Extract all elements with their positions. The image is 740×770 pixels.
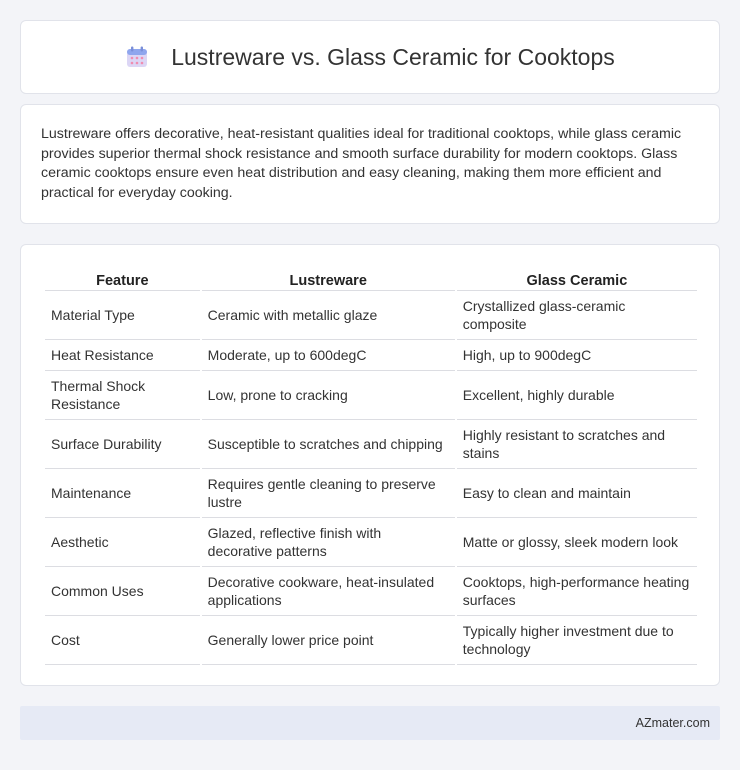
lustreware-cell: Moderate, up to 600degC bbox=[202, 340, 455, 371]
feature-cell: Aesthetic bbox=[45, 518, 200, 567]
feature-cell: Thermal Shock Resistance bbox=[45, 371, 200, 420]
calendar-icon bbox=[125, 45, 149, 69]
column-header-glass-ceramic: Glass Ceramic bbox=[457, 265, 697, 291]
column-header-feature: Feature bbox=[45, 265, 200, 291]
feature-cell: Heat Resistance bbox=[45, 340, 200, 371]
table-row bbox=[45, 291, 697, 340]
table-row bbox=[45, 371, 697, 420]
table-row bbox=[45, 340, 697, 371]
glass-ceramic-cell: Easy to clean and maintain bbox=[457, 469, 697, 518]
glass-ceramic-cell: Typically higher investment due to technology bbox=[457, 616, 697, 665]
glass-ceramic-cell: Matte or glossy, sleek modern look bbox=[457, 518, 697, 567]
lustreware-cell: Glazed, reflective finish with decorative patterns bbox=[202, 518, 455, 567]
table-card bbox=[20, 244, 720, 686]
lustreware-cell: Requires gentle cleaning to preserve lustre bbox=[202, 469, 455, 518]
table-row bbox=[45, 616, 697, 665]
lustreware-cell: Decorative cookware, heat-insulated applications bbox=[202, 567, 455, 616]
glass-ceramic-cell: Cooktops, high-performance heating surfaces bbox=[457, 567, 697, 616]
glass-ceramic-cell: Highly resistant to scratches and stains bbox=[457, 420, 697, 469]
intro-text: Lustreware offers decorative, heat-resistant qualities ideal for traditional cooktops, while glass ceramic provides superior thermal shock resistance and smooth surface durability for modern cooktops. Glass ceramic cooktops ensure even heat distribution and easy cleaning, making them more efficient and practical for everyday cooking. bbox=[41, 126, 682, 201]
title-card bbox=[20, 20, 720, 94]
table-row bbox=[45, 567, 697, 616]
footer-credit: AZmater.com bbox=[635, 716, 710, 730]
page-title: Lustreware vs. Glass Ceramic for Cooktops bbox=[171, 43, 615, 70]
table-row bbox=[45, 469, 697, 518]
table-row bbox=[45, 420, 697, 469]
lustreware-cell: Low, prone to cracking bbox=[202, 371, 455, 420]
lustreware-cell: Ceramic with metallic glaze bbox=[202, 291, 455, 340]
feature-cell: Material Type bbox=[45, 291, 200, 340]
comparison-table bbox=[43, 265, 699, 665]
feature-cell: Surface Durability bbox=[45, 420, 200, 469]
feature-cell: Common Uses bbox=[45, 567, 200, 616]
glass-ceramic-cell: High, up to 900degC bbox=[457, 340, 697, 371]
lustreware-cell: Generally lower price point bbox=[202, 616, 455, 665]
lustreware-cell: Susceptible to scratches and chipping bbox=[202, 420, 455, 469]
feature-cell: Maintenance bbox=[45, 469, 200, 518]
intro-card bbox=[20, 104, 720, 224]
table-header-row bbox=[45, 265, 697, 291]
footer-bar bbox=[20, 706, 720, 740]
table-row bbox=[45, 518, 697, 567]
glass-ceramic-cell: Crystallized glass-ceramic composite bbox=[457, 291, 697, 340]
column-header-lustreware: Lustreware bbox=[202, 265, 455, 291]
feature-cell: Cost bbox=[45, 616, 200, 665]
glass-ceramic-cell: Excellent, highly durable bbox=[457, 371, 697, 420]
